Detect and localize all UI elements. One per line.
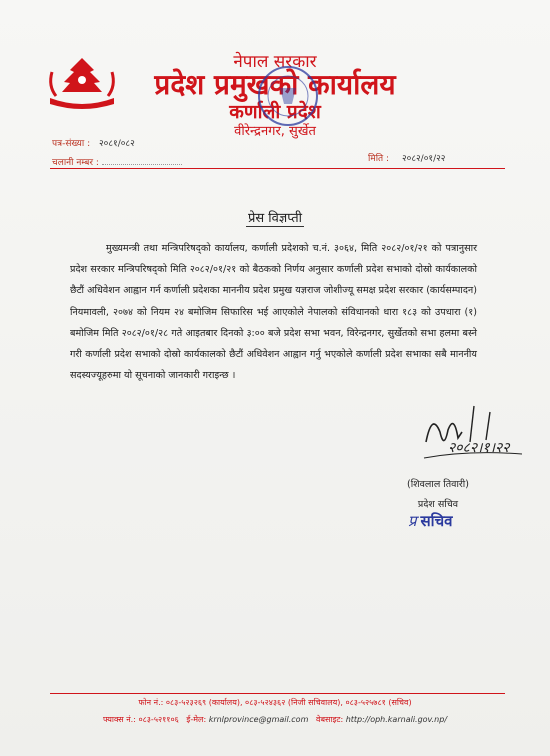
reference-number xyxy=(52,136,135,149)
website-label: वेबसाइट: xyxy=(316,715,344,724)
ref-value: २०८१/०८२ xyxy=(99,139,135,149)
chalani-blank xyxy=(102,164,182,165)
government-name: नेपाल सरकार xyxy=(233,52,317,72)
province-name: कर्णाली प्रदेश xyxy=(229,101,321,123)
footer-email: krnlprovince@gmail.com xyxy=(208,715,309,724)
signatory-name: (शिवलाल तिवारी) xyxy=(407,479,469,490)
office-address: वीरेन्द्रनगर, सुर्खेत xyxy=(234,124,316,139)
footer-contacts xyxy=(0,714,550,725)
stamp-prefix: प्र xyxy=(408,512,417,530)
signatory-title: प्रदेश सचिव xyxy=(417,499,459,510)
stamp-text: सचिव xyxy=(420,512,453,530)
secretary-stamp xyxy=(408,511,452,531)
footer-divider xyxy=(50,693,505,694)
header-divider xyxy=(50,168,505,169)
email-label: ई-मेल: xyxy=(186,715,207,724)
press-release-body: मुख्यमन्त्री तथा मन्त्रिपरिषद्को कार्यालय, कर्णाली प्रदेशको च.नं. ३०६४, मिति २०८२/०१/२१ को पत्रानुसार प्रदेश सरकार मन्त्रिपरिषद्को मिति २०८२/०१/२१ को बैठकको निर्णय अनुसार कर्णाली प्रदेश सभाको दोस्रो कार्यकालको छैटौं अधिवेशन आह्वान गर्न कर्णाली प्रदेशका माननीय प्रदेश प्रमुख यज्ञराज जोशीज्यू समक्ष प्रदेश सरकार (कार्यसम्पादन) नियमावली, २०७४ को नियम २४ बमोजिम सिफारिस भई आएकोले नेपालको संविधानको धारा १८३ को उपधारा (१) बमोजिम मिति २०८२/०१/२८ गते आइतबार दिनको ३:०० बजे प्रदेश सभा भवन, विरेन्द्रनगर, सुर्खेतको सभा हलमा बस्ने गरी कर्णाली प्रदेश सभाको दोस्रो कार्यकालको छैटौं अधिवेशन आह्वान गर्नु भएकोले कर्णाली प्रदेश सभाका सबै माननीय सदस्यज्यूहरुमा यो सूचनाको जानकारी गराइन्छ । xyxy=(70,243,477,382)
ref-label: पत्र-संख्या : xyxy=(52,139,91,149)
office-seal-icon xyxy=(256,64,320,128)
signature-date: २०८२।१।२२ xyxy=(448,440,510,456)
document-title: प्रेस विज्ञप्ती xyxy=(247,211,303,226)
footer-phone: फोन नं.: ०८३-५२३२६९ (कार्यालय), ०८३-५२४३६२ (निजी सचिवालय), ०८३-५२५७८१ (सचिव) xyxy=(138,698,412,707)
date-value: २०८२/०१/२२ xyxy=(401,154,446,164)
handwritten-signature xyxy=(418,402,528,472)
chalani-number xyxy=(52,155,182,168)
office-name: प्रदेश प्रमुखको कार्यालय xyxy=(154,68,396,101)
date-label: मिति : xyxy=(368,154,390,164)
letter-date xyxy=(368,151,445,164)
chalani-label: चलानी नम्बर : xyxy=(52,158,99,168)
footer-fax: फ्याक्स नं.: ०८३-५२११०६ xyxy=(102,715,179,724)
footer-website: http://oph.karnali.gov.np/ xyxy=(345,715,448,724)
